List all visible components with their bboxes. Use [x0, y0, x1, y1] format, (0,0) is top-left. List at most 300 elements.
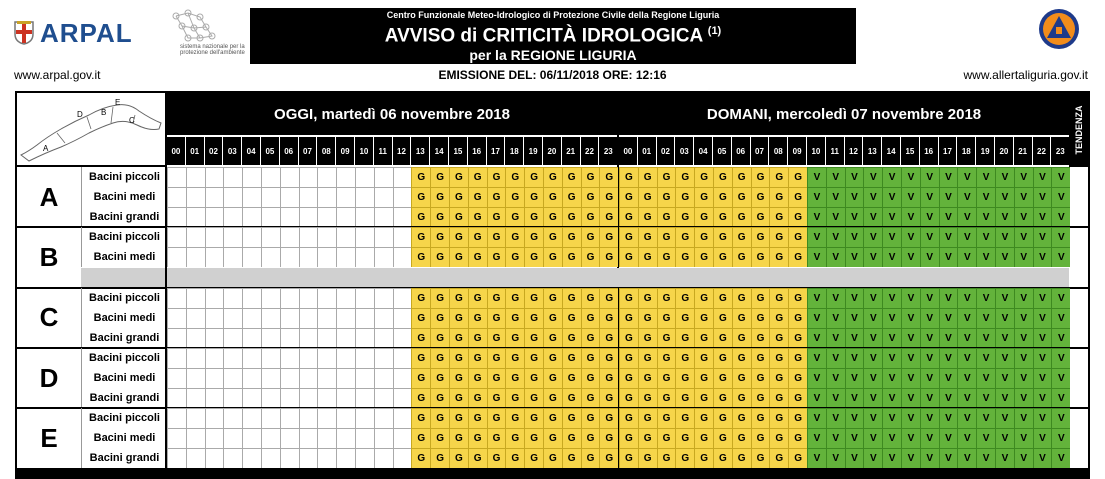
alert-cell: G — [487, 428, 506, 448]
alert-cell: G — [581, 388, 600, 408]
alert-cell — [336, 408, 355, 428]
alert-cell — [355, 408, 374, 428]
alert-cell — [167, 408, 186, 428]
alert-cell: G — [505, 207, 524, 227]
alert-cell: G — [468, 408, 487, 428]
alert-cell — [336, 288, 355, 308]
alert-cell — [374, 388, 393, 408]
alert-cell: G — [562, 368, 581, 388]
alert-cell: V — [957, 388, 976, 408]
allerta-url[interactable]: www.allertaliguria.gov.it — [963, 68, 1088, 82]
alert-cell: V — [995, 408, 1014, 428]
hour-header-today-09: 09 — [336, 137, 354, 165]
basin-label: Bacini medi — [81, 187, 167, 207]
alert-cell: G — [411, 328, 430, 348]
hour-header-tomorrow-11: 11 — [826, 137, 844, 165]
alert-cell: V — [920, 448, 939, 468]
alert-cell: V — [920, 187, 939, 207]
alert-cell: G — [694, 368, 713, 388]
alert-cell: G — [524, 308, 543, 328]
emission-date: EMISSIONE DEL: 06/11/2018 ORE: 12:16 — [438, 68, 667, 82]
alert-cell — [317, 368, 336, 388]
alert-cell: V — [995, 368, 1014, 388]
alert-cell: V — [1033, 308, 1052, 328]
alert-cell — [299, 328, 318, 348]
alert-cell: V — [939, 408, 958, 428]
alert-cell — [317, 428, 336, 448]
region-subtitle: per la REGIONE LIGURIA — [469, 47, 637, 64]
alert-cell: G — [505, 308, 524, 328]
alert-cell: G — [468, 167, 487, 187]
alert-cell: G — [694, 408, 713, 428]
alert-cell: V — [939, 388, 958, 408]
alert-cell — [355, 187, 374, 207]
alert-cell: V — [863, 428, 882, 448]
alert-cell: G — [694, 428, 713, 448]
alert-cell — [242, 288, 261, 308]
alert-cell: V — [826, 428, 845, 448]
alert-cell: G — [505, 348, 524, 368]
hour-header-today-20: 20 — [543, 137, 561, 165]
alert-cell: V — [1014, 167, 1033, 187]
hour-header-tomorrow-09: 09 — [788, 137, 806, 165]
alert-cell — [336, 328, 355, 348]
alert-cell — [261, 368, 280, 388]
alert-cell: G — [411, 187, 430, 207]
alert-cell — [280, 368, 299, 388]
alert-cell — [280, 207, 299, 227]
alert-cell — [299, 368, 318, 388]
alert-cell: V — [807, 288, 826, 308]
alert-cell: G — [599, 227, 618, 247]
alert-cell: V — [863, 288, 882, 308]
alert-cell: V — [1051, 247, 1070, 267]
hour-header-today-13: 13 — [411, 137, 429, 165]
map-label-c: C — [129, 116, 135, 125]
alert-cell: G — [468, 428, 487, 448]
alert-cell: G — [430, 448, 449, 468]
alert-cell — [167, 167, 186, 187]
alert-cell: V — [1014, 288, 1033, 308]
alert-cell — [205, 408, 224, 428]
alert-cell — [280, 187, 299, 207]
alert-cell — [355, 308, 374, 328]
alert-cell: G — [788, 227, 807, 247]
alert-cell: V — [807, 227, 826, 247]
alert-cell: G — [468, 308, 487, 328]
alert-cell: G — [675, 408, 694, 428]
notice-title — [250, 20, 856, 47]
alert-cell: G — [599, 428, 618, 448]
alert-cell — [299, 288, 318, 308]
alert-cell — [355, 348, 374, 368]
alert-cell: G — [638, 187, 657, 207]
alert-cell: G — [468, 448, 487, 468]
alert-cell — [280, 247, 299, 267]
map-label-e: E — [115, 98, 121, 107]
alert-cell: G — [562, 408, 581, 428]
alert-cell: V — [882, 187, 901, 207]
alert-cell: V — [882, 348, 901, 368]
alert-cell: G — [468, 328, 487, 348]
alert-cell: G — [411, 368, 430, 388]
alert-cell: V — [901, 207, 920, 227]
alert-cell: G — [430, 428, 449, 448]
alert-cell: G — [732, 288, 751, 308]
alert-cell: V — [826, 247, 845, 267]
alert-cell: V — [882, 428, 901, 448]
alert-cell — [242, 348, 261, 368]
basin-column-divider — [165, 167, 167, 468]
alert-cell: G — [713, 187, 732, 207]
alert-cell — [186, 328, 205, 348]
alert-cell: G — [449, 167, 468, 187]
alert-cell — [393, 328, 412, 348]
alert-cell: V — [920, 328, 939, 348]
alert-cell — [223, 167, 242, 187]
arpal-logo — [14, 18, 133, 48]
alert-cell: G — [769, 207, 788, 227]
alert-cell: G — [411, 448, 430, 468]
alert-cell — [355, 328, 374, 348]
hour-header-today-18: 18 — [505, 137, 523, 165]
alert-cell — [374, 308, 393, 328]
alert-cell: G — [713, 328, 732, 348]
alert-cell: G — [468, 207, 487, 227]
alert-cell: V — [939, 428, 958, 448]
alert-cell: G — [581, 227, 600, 247]
alert-cell — [186, 187, 205, 207]
alert-cell: G — [543, 328, 562, 348]
alert-cell: V — [845, 308, 864, 328]
alert-cell — [261, 448, 280, 468]
alert-cell: V — [920, 227, 939, 247]
map-label-b: B — [101, 108, 107, 117]
alert-cell: G — [543, 167, 562, 187]
alert-cell: G — [619, 328, 638, 348]
alert-cell: G — [449, 408, 468, 428]
alert-cell: V — [957, 368, 976, 388]
alert-cell: V — [976, 247, 995, 267]
hour-header-today-22: 22 — [581, 137, 599, 165]
alert-cell: G — [638, 247, 657, 267]
alert-cell — [317, 247, 336, 267]
zone-letter-e: E — [40, 422, 58, 453]
alert-cell: G — [524, 388, 543, 408]
alert-cell: V — [995, 227, 1014, 247]
alert-cell: G — [599, 328, 618, 348]
alert-cell: G — [751, 288, 770, 308]
alert-cell: G — [751, 448, 770, 468]
hour-header-today-19: 19 — [524, 137, 542, 165]
hour-header-tomorrow-01: 01 — [638, 137, 656, 165]
alert-cell: V — [1033, 428, 1052, 448]
alert-cell: V — [826, 187, 845, 207]
alert-cell: G — [657, 408, 676, 428]
alert-cell: G — [638, 408, 657, 428]
alert-cell — [261, 428, 280, 448]
alert-cell: G — [449, 348, 468, 368]
alert-cell: G — [657, 348, 676, 368]
alert-cell: G — [468, 348, 487, 368]
alert-cell: V — [863, 227, 882, 247]
alert-cell: G — [751, 308, 770, 328]
alert-cell: V — [1051, 348, 1070, 368]
alert-cell: G — [638, 428, 657, 448]
alert-cell: G — [694, 448, 713, 468]
alert-cell: G — [449, 308, 468, 328]
alert-cell: G — [562, 388, 581, 408]
alert-cell: V — [939, 308, 958, 328]
alert-cell — [393, 247, 412, 267]
alert-cell: V — [863, 308, 882, 328]
alert-cell: G — [562, 227, 581, 247]
alert-cell — [223, 368, 242, 388]
alert-cell: G — [581, 448, 600, 468]
alert-cell: V — [957, 227, 976, 247]
alert-cell: G — [430, 288, 449, 308]
alert-cell: G — [751, 247, 770, 267]
alert-cell: G — [751, 348, 770, 368]
alert-cell — [167, 308, 186, 328]
alert-cell: G — [732, 308, 751, 328]
alert-cell — [336, 308, 355, 328]
alert-cell: G — [732, 207, 751, 227]
alert-cell: G — [449, 428, 468, 448]
alert-cell — [223, 308, 242, 328]
alert-cell: V — [1014, 187, 1033, 207]
alert-cell: V — [863, 207, 882, 227]
day2-header: DOMANI, mercoledì 07 novembre 2018 — [619, 93, 1069, 135]
alert-cell — [336, 227, 355, 247]
alert-cell: G — [657, 328, 676, 348]
hour-header-tomorrow-03: 03 — [675, 137, 693, 165]
alert-cell: G — [562, 308, 581, 328]
alert-cell: V — [807, 328, 826, 348]
hour-header-today-21: 21 — [562, 137, 580, 165]
alert-cell: V — [863, 167, 882, 187]
hour-header-today-07: 07 — [299, 137, 317, 165]
alert-cell: G — [769, 167, 788, 187]
alert-cell — [280, 348, 299, 368]
alert-cell: G — [751, 428, 770, 448]
title-banner — [250, 8, 856, 64]
alert-cell: V — [976, 187, 995, 207]
alert-cell: V — [826, 368, 845, 388]
alert-cell: G — [468, 388, 487, 408]
alert-cell: G — [599, 368, 618, 388]
alert-cell: G — [599, 288, 618, 308]
alert-cell: V — [976, 328, 995, 348]
alert-cell: G — [449, 247, 468, 267]
alert-cell — [186, 167, 205, 187]
alert-cell: V — [995, 308, 1014, 328]
alert-cell: V — [1051, 167, 1070, 187]
alert-cell: G — [543, 448, 562, 468]
alert-cell: G — [487, 308, 506, 328]
alert-cell — [393, 187, 412, 207]
alert-cell: V — [976, 348, 995, 368]
alert-cell: G — [430, 388, 449, 408]
alert-cell: G — [487, 187, 506, 207]
alert-cell: V — [807, 428, 826, 448]
alert-cell: G — [449, 288, 468, 308]
alert-cell — [280, 328, 299, 348]
alert-cell: G — [694, 328, 713, 348]
alert-cell: G — [675, 328, 694, 348]
alert-cell: V — [863, 187, 882, 207]
alert-cell: G — [411, 227, 430, 247]
alert-cell: G — [694, 227, 713, 247]
alert-cell: V — [807, 167, 826, 187]
alert-cell: G — [751, 167, 770, 187]
alert-cell — [205, 288, 224, 308]
zone-map — [17, 93, 167, 167]
alert-cell: V — [882, 308, 901, 328]
alert-cell — [336, 368, 355, 388]
alert-cell: G — [524, 247, 543, 267]
hour-header-tomorrow-07: 07 — [751, 137, 769, 165]
alert-cell: G — [524, 448, 543, 468]
alert-cell: G — [524, 167, 543, 187]
alert-cell: G — [694, 288, 713, 308]
alert-cell — [299, 428, 318, 448]
alert-cell: G — [751, 368, 770, 388]
alert-cell: G — [524, 408, 543, 428]
alert-cell — [317, 448, 336, 468]
alert-cell: G — [638, 207, 657, 227]
alert-cell: G — [505, 368, 524, 388]
alert-cell: G — [694, 187, 713, 207]
alert-cell — [261, 308, 280, 328]
alert-cell — [186, 247, 205, 267]
alert-cell: G — [411, 167, 430, 187]
alert-cell — [167, 288, 186, 308]
alert-cell: G — [430, 348, 449, 368]
alert-cell: G — [788, 308, 807, 328]
alert-cell: G — [487, 247, 506, 267]
alert-cell: G — [638, 328, 657, 348]
alert-cell: G — [769, 348, 788, 368]
footer-bar — [15, 470, 1090, 479]
alert-cell: V — [901, 247, 920, 267]
alert-cell: V — [995, 207, 1014, 227]
zone-letter-a: A — [39, 181, 59, 212]
alert-cell: V — [901, 167, 920, 187]
alert-cell — [355, 288, 374, 308]
alert-cell — [299, 388, 318, 408]
alert-cell: V — [1014, 247, 1033, 267]
alert-cell: G — [732, 388, 751, 408]
alert-cell: G — [430, 207, 449, 227]
alert-cell: V — [845, 328, 864, 348]
hour-header-today-16: 16 — [468, 137, 486, 165]
alert-cell: G — [769, 428, 788, 448]
alert-cell: V — [1033, 207, 1052, 227]
alert-cell: V — [939, 448, 958, 468]
alert-cell: V — [1051, 328, 1070, 348]
hour-header-tomorrow-13: 13 — [863, 137, 881, 165]
alert-cell: V — [845, 247, 864, 267]
alert-cell — [355, 388, 374, 408]
alert-cell: V — [976, 167, 995, 187]
alert-cell: G — [769, 308, 788, 328]
alert-cell — [242, 167, 261, 187]
basin-label: Bacini piccoli — [81, 167, 167, 187]
alert-cell — [393, 227, 412, 247]
hour-header-today-23: 23 — [599, 137, 617, 165]
alert-cell: V — [957, 428, 976, 448]
alert-cell: V — [1033, 368, 1052, 388]
alert-cell — [186, 368, 205, 388]
alert-cell — [261, 187, 280, 207]
alert-cell: G — [713, 348, 732, 368]
alert-cell — [355, 428, 374, 448]
alert-cell: G — [694, 348, 713, 368]
alert-cell: V — [1033, 348, 1052, 368]
alert-cell: G — [543, 428, 562, 448]
alert-cell: G — [675, 187, 694, 207]
alert-cell: G — [732, 187, 751, 207]
alert-cell: G — [788, 408, 807, 428]
alert-cell — [336, 428, 355, 448]
alert-cell: G — [657, 388, 676, 408]
alert-cell — [186, 288, 205, 308]
notice-title-text: AVVISO di CRITICITÀ IDROLOGICA — [384, 25, 703, 47]
alert-cell: V — [1051, 448, 1070, 468]
alert-cell: V — [882, 328, 901, 348]
alert-cell: V — [901, 348, 920, 368]
alert-cell: V — [995, 388, 1014, 408]
alert-cell: G — [788, 328, 807, 348]
alert-cell: V — [826, 227, 845, 247]
alert-cell: V — [882, 207, 901, 227]
alert-cell — [242, 368, 261, 388]
alert-cell: G — [411, 428, 430, 448]
hour-header-tomorrow-21: 21 — [1014, 137, 1032, 165]
alert-cell: G — [599, 408, 618, 428]
alert-cell: V — [882, 288, 901, 308]
alert-cell: G — [713, 408, 732, 428]
alert-cell: G — [543, 227, 562, 247]
alert-cell: G — [694, 388, 713, 408]
alert-cell: G — [524, 187, 543, 207]
basin-label: Bacini medi — [81, 428, 167, 448]
alert-cell — [317, 167, 336, 187]
hour-header-today-10: 10 — [355, 137, 373, 165]
alert-cell: G — [543, 408, 562, 428]
alert-cell: G — [675, 348, 694, 368]
alert-cell: V — [901, 187, 920, 207]
zone-letter-d: D — [39, 362, 59, 393]
alert-cell: V — [845, 348, 864, 368]
alert-cell: V — [901, 388, 920, 408]
alert-cell: G — [657, 288, 676, 308]
alert-cell: G — [430, 187, 449, 207]
alert-cell: G — [619, 388, 638, 408]
hour-header-tomorrow-00: 00 — [619, 137, 637, 165]
alert-cell: V — [1033, 408, 1052, 428]
alert-cell: V — [1014, 428, 1033, 448]
alert-cell: G — [487, 227, 506, 247]
center-name: Centro Funzionale Meteo-Idrologico di Protezione Civile della Regione Liguria — [386, 10, 720, 20]
alert-cell: V — [957, 408, 976, 428]
alert-cell: G — [657, 368, 676, 388]
alert-cell — [280, 448, 299, 468]
alert-cell: V — [863, 247, 882, 267]
alert-cell — [280, 428, 299, 448]
arpal-url[interactable]: www.arpal.gov.it — [14, 68, 101, 82]
